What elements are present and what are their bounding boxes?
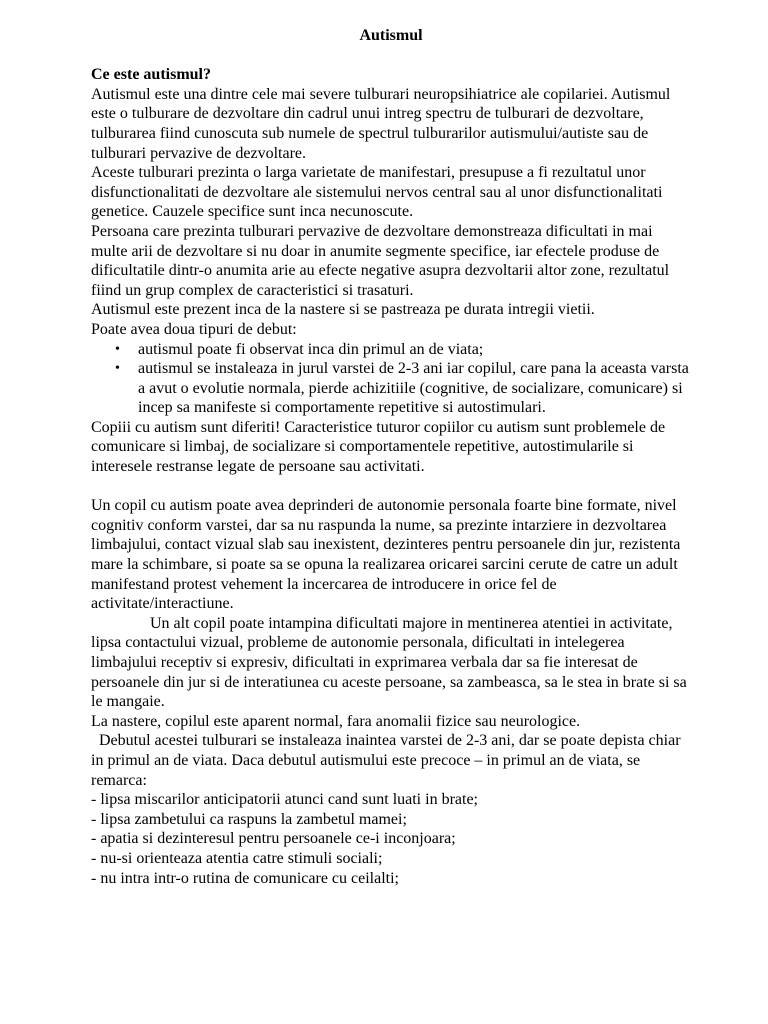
paragraph-example-two: Un alt copil poate intampina dificultati majore in mentinerea atentiei in activitate, lipsa contactului vizual, probleme de autonomie personala, dificultati in intelegerea limbajului receptiv si expresiv, dificultati in exprimarea verbala dar sa fie interesat de persoanele din jur si de interatiunea cu aceste persoane, sa zambeasca, sa le stea in brate si sa le mangaie.	[91, 614, 687, 711]
dash-item: - nu intra intr-o rutina de comunicare cu ceilalti;	[91, 869, 399, 887]
section-heading: Ce este autismul?	[91, 66, 211, 84]
blank-line	[91, 477, 691, 497]
bullet-item: • autismul poate fi observat inca din primul an de viata;	[138, 340, 691, 360]
blank-line	[91, 46, 691, 66]
dash-item: - lipsa miscarilor anticipatorii atunci cand sunt luati in brate;	[91, 791, 478, 809]
paragraph-difficulties: Persoana care prezinta tulburari pervazive de dezvoltare demonstreaza dificultati in mai multe arii de dezvoltare si nu doar in anumite segmente specifice, iar efectele produse de dificultatile dintr-o anumita arie au efecte negative asupra dezvoltarii altor zone, rezultatul fiind un grup complex de caracteristici si trasaturi.	[91, 222, 670, 299]
paragraph-example-one: Un copil cu autism poate avea deprinderi de autonomie personala foarte bine formate, nivel cognitiv conform varstei, dar sa nu raspunda la nume, sa prezinte intarziere in dezvoltarea limbajului, contact vizual slab sau inexistent, dezinteres pentru persoanele din jur, rezistenta mare la schimbare, si poate sa se opuna la realizarea oricarei sarcini cerute de catre un adult manifestand protest vehement la incercarea de introducere in orice fel de activitate/interactiune.	[91, 497, 681, 613]
paragraph-lifelong: Autismul este prezent inca de la nastere si se pastreaza pe durata intregii vietii.	[91, 301, 595, 319]
dash-item: - nu-si orienteaza atentia catre stimuli sociali;	[91, 849, 383, 867]
paragraph-onset: Debutul acestei tulburari se instaleaza inaintea varstei de 2-3 ani, dar se poate depista chiar in primul an de viata. Daca debutul autismului este precoce – in primul an de viata, se remarca:	[91, 732, 681, 789]
paragraph-differences: Copiii cu autism sunt diferiti! Caracteristice tuturor copiilor cu autism sunt problemele de comunicare si limbaj, de socializare si comportamentele repetitive, autostimularile si interesele restranse legate de persoane sau activitati.	[91, 418, 666, 476]
document-page	[91, 26, 691, 888]
paragraph-birth: La nastere, copilul este aparent normal, fara anomalii fizice sau neurologice.	[91, 712, 581, 730]
document-title: Autismul	[359, 27, 423, 44]
bullet-item: • autismul se instaleaza in jurul varstei de 2-3 ani iar copilul, care pana la aceasta varsta a avut o evolutie normala, pierde achizitiile (cognitive, de socializare, comunicare) si incep sa manifeste si comportamente repetitive si autostimulari.	[138, 359, 691, 418]
paragraph-manifestations: Aceste tulburari prezinta o larga varietate de manifestari, presupuse a fi rezultatul unor disfunctionalitati de dezvoltare ale sistemului nervos central sau al unor disfunctionalitati genetice. Cauzele specifice sunt inca necunoscute.	[91, 164, 663, 221]
onset-bullet-list	[91, 340, 691, 418]
paragraph-onset-types: Poate avea doua tipuri de debut:	[91, 320, 297, 338]
dash-item: - lipsa zambetului ca raspuns la zambetul mamei;	[91, 810, 407, 828]
dash-item: - apatia si dezinteresul pentru persoanele ce-i inconjoara;	[91, 830, 456, 848]
paragraph-definition: Autismul este una dintre cele mai severe tulburari neuropsihiatrice ale copilariei. Autismul este o tulburare de dezvoltare din cadrul unui intreg spectru de tulburari de dezvoltare, tulburarea fiind cunoscuta sub numele de spectrul tulburarilor autismului/autiste sau de tulburari pervazive de dezvoltare.	[91, 85, 671, 162]
